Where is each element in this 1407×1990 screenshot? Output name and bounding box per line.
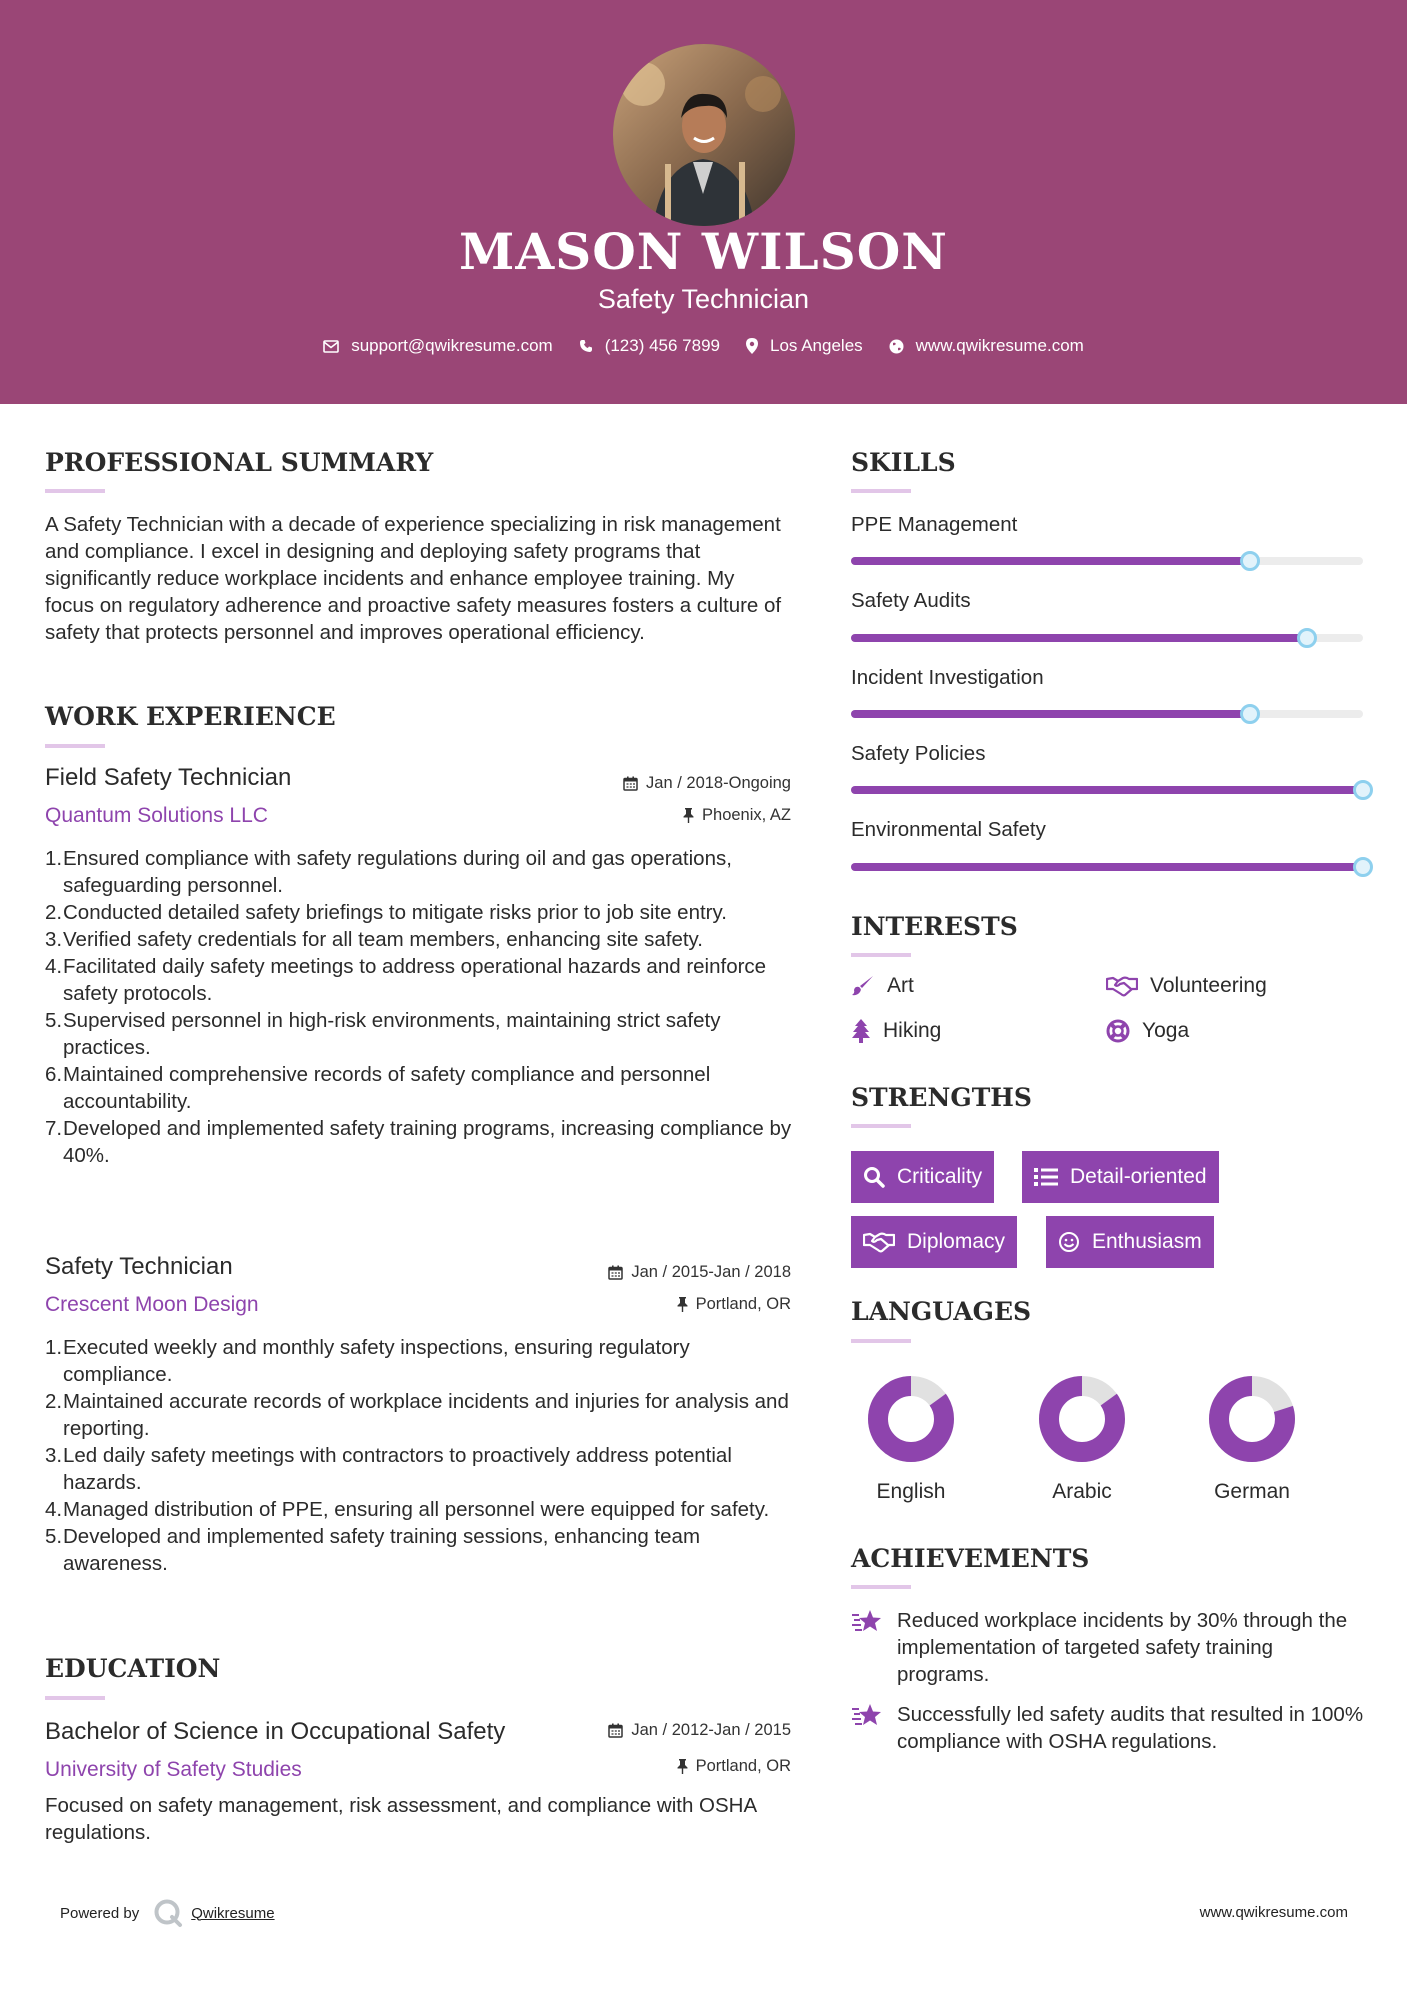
skill-bar [851,786,1363,794]
lifering-icon [1106,1019,1130,1043]
strength-tag [1046,1216,1214,1268]
contact-phone-text: (123) 456 7899 [604,336,721,355]
education-school: University of Safety Studies [45,1758,302,1781]
pushpin-icon [677,1759,688,1774]
skill-bar [851,710,1363,718]
powered-by-label: Powered by [60,1904,140,1922]
job-dates [520,774,791,793]
globe-icon [889,339,904,354]
interest-label: Hiking [883,1019,942,1042]
education-dates [560,1721,791,1740]
achievements-underline [851,1585,911,1589]
skill-label: Safety Audits [851,589,971,612]
achievement-item [851,1701,1371,1755]
skill-bar-fill [851,634,1307,642]
language-label: English [876,1480,946,1503]
footer-brand-link[interactable]: Qwikresume [191,1904,275,1922]
interest-label: Art [887,974,914,997]
language-label: German [1214,1480,1290,1503]
contact-bar [0,336,1407,356]
skill-bar-fill [851,710,1250,718]
skills-underline [851,489,911,493]
interest-item [851,974,914,998]
phone-icon [579,339,593,353]
list-item: 5. Supervised personnel in high-risk environments, maintaining strict safety practices. [45,1009,721,1059]
resume-header [0,0,1407,404]
job-title: Field Safety Technician [45,764,292,791]
contact-location-text: Los Angeles [770,336,863,355]
footer-powered-by [60,1898,275,1928]
skill-bar-knob [1353,780,1373,800]
skill-bar [851,863,1363,871]
contact-email-text: support@qwikresume.com [351,336,553,355]
experience-heading: WORK EXPERIENCE [45,702,336,731]
job-dates-text: Jan / 2015-Jan / 2018 [631,1263,791,1281]
list-item: 4. Managed distribution of PPE, ensuring all personnel were equipped for safety. [45,1498,770,1521]
contact-email[interactable] [323,336,553,356]
language-donut [1037,1374,1127,1464]
skill-bar-knob [1240,704,1260,724]
skill-bar-knob [1240,551,1260,571]
strength-label: Diplomacy [907,1230,1006,1253]
achievement-text: Reduced workplace incidents by 30% through the implementation of targeted safety training programs. [897,1609,1348,1686]
education-underline [45,1696,105,1700]
job-location-text: Phoenix, AZ [702,806,791,824]
education-heading: EDUCATION [45,1654,221,1683]
languages-heading: LANGUAGES [851,1297,1032,1326]
education-dates-text: Jan / 2012-Jan / 2015 [631,1721,791,1739]
languages-underline [851,1339,911,1343]
shooting-star-icon [851,1703,883,1729]
contact-phone[interactable] [579,336,720,356]
candidate-name: MASON WILSON [459,222,948,281]
education-degree: Bachelor of Science in Occupational Safety [45,1718,506,1745]
job-company: Crescent Moon Design [45,1293,259,1316]
skill-label: Incident Investigation [851,666,1044,689]
list-item: 7. Developed and implemented safety training programs, increasing compliance by 40%. [45,1117,792,1167]
list-item: 3. Verified safety credentials for all team members, enhancing site safety. [45,928,703,951]
education-location [560,1757,791,1776]
summary-heading: PROFESSIONAL SUMMARY [45,448,434,477]
language-donut [1207,1374,1297,1464]
job-dates [520,1263,791,1282]
skill-label: Environmental Safety [851,818,1046,841]
skill-label: Safety Policies [851,742,986,765]
achievement-item [851,1607,1371,1688]
strength-tag [851,1151,994,1203]
calendar-icon [608,1265,623,1280]
list-item: 2. Maintained accurate records of workplace incidents and injuries for analysis and reporting. [45,1390,789,1440]
list-item: 2. Conducted detailed safety briefings to mitigate risks prior to job site entry. [45,901,727,924]
summary-underline [45,489,105,493]
education-text: Focused on safety management, risk assessment, and compliance with OSHA regulations. [45,1794,757,1844]
job-location-text: Portland, OR [695,1295,791,1313]
job-company: Quantum Solutions LLC [45,804,268,827]
achievement-text: Successfully led safety audits that resulted in 100% compliance with OSHA regulations. [897,1703,1364,1753]
skill-bar-knob [1297,628,1317,648]
interest-item [1106,974,1267,998]
job-dates-text: Jan / 2018-Ongoing [646,774,791,792]
smile-icon [1058,1231,1080,1253]
list-item: 4. Facilitated daily safety meetings to address operational hazards and reinforce safety protocols. [45,955,767,1005]
interests-heading: INTERESTS [851,912,1018,941]
job-location [520,806,791,825]
handshake-icon [863,1231,895,1253]
job-bullets [45,1334,793,1577]
skills-heading: SKILLS [851,448,956,477]
interest-label: Yoga [1142,1019,1190,1042]
skill-bar-fill [851,557,1250,565]
skill-bar [851,557,1363,565]
interest-label: Volunteering [1150,974,1267,997]
interests-underline [851,953,911,957]
tree-icon [851,1019,871,1043]
language-donut [866,1374,956,1464]
pushpin-icon [683,808,694,823]
strength-label: Enthusiasm [1092,1230,1202,1253]
strengths-underline [851,1124,911,1128]
map-pin-icon [746,338,758,354]
calendar-icon [623,776,638,791]
interest-item [1106,1019,1189,1043]
education-location-text: Portland, OR [695,1757,791,1775]
skill-bar-fill [851,786,1363,794]
job-title: Safety Technician [45,1253,233,1280]
paintbrush-icon [851,974,875,998]
shooting-star-icon [851,1609,883,1635]
skill-label: PPE Management [851,513,1018,536]
strength-label: Detail-oriented [1070,1165,1207,1188]
strength-tag [851,1216,1017,1268]
contact-website[interactable] [889,336,1084,356]
candidate-title: Safety Technician [597,284,810,314]
strength-label: Criticality [897,1165,983,1188]
calendar-icon [608,1723,623,1738]
list-icon [1034,1167,1058,1187]
contact-website-text: www.qwikresume.com [915,336,1084,355]
list-item: 3. Led daily safety meetings with contractors to proactively address potential hazards. [45,1444,732,1494]
skill-bar [851,634,1363,642]
job-bullets [45,845,793,1169]
list-item: 5. Developed and implemented safety training sessions, enhancing team awareness. [45,1525,701,1575]
handshake-icon [1106,975,1138,997]
strengths-heading: STRENGTHS [851,1083,1032,1112]
list-item: 1. Ensured compliance with safety regulations during oil and gas operations, safeguarding personnel. [45,847,732,897]
skill-bar-fill [851,863,1363,871]
envelope-icon [323,340,339,353]
footer-website[interactable]: www.qwikresume.com [1199,1904,1348,1921]
contact-location [746,336,863,356]
list-item: 6. Maintained comprehensive records of safety compliance and personnel accountability. [45,1063,711,1113]
strength-tag [1022,1151,1219,1203]
achievements-heading: ACHIEVEMENTS [851,1544,1090,1573]
experience-underline [45,744,105,748]
summary-text: A Safety Technician with a decade of experience specializing in risk management and compliance. I excel in designing and deploying safety programs that significantly reduce workplace incidents and enhance employee training. My focus on regulatory adherence and proactive safety measures fosters a culture of safety that protects personnel and improves operational efficiency. [45,513,782,644]
pushpin-icon [677,1297,688,1312]
profile-photo [613,44,795,226]
language-label: Arabic [1052,1480,1112,1503]
search-icon [863,1166,885,1188]
job-location [520,1295,791,1314]
interest-item [851,1019,941,1043]
qwikresume-logo-icon [153,1898,183,1928]
skill-bar-knob [1353,857,1373,877]
list-item: 1. Executed weekly and monthly safety inspections, ensuring regulatory compliance. [45,1336,690,1386]
